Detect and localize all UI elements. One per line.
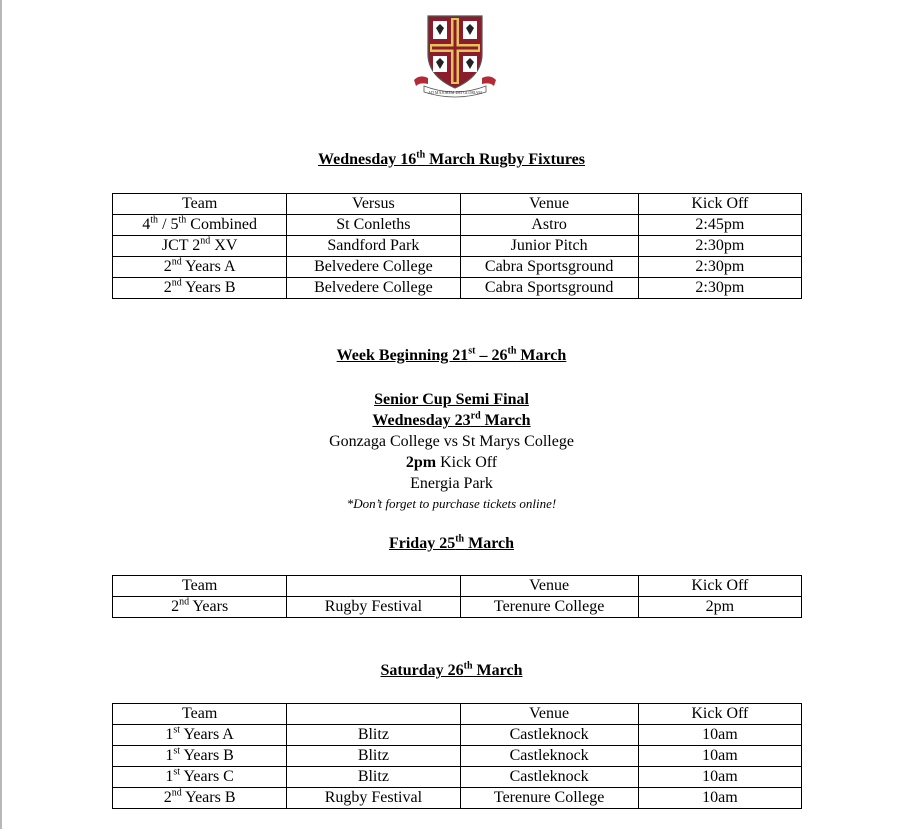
saturday-fixtures-table (112, 703, 802, 809)
team-cell: 1st Years B (113, 746, 287, 767)
table-header-row (113, 194, 802, 215)
header-blank (287, 704, 460, 725)
team-cell: 2nd Years A (113, 257, 287, 278)
team-cell: 2nd Years B (113, 278, 287, 299)
versus-cell: Rugby Festival (287, 788, 460, 809)
venue-cell: Astro (460, 215, 638, 236)
team-cell: 2nd Years (113, 597, 287, 618)
kickoff-cell: 10am (638, 788, 801, 809)
table-row (113, 788, 802, 809)
table-row (113, 725, 802, 746)
header-team: Team (113, 194, 287, 215)
header-kickoff: Kick Off (638, 576, 801, 597)
kickoff-cell: 10am (638, 767, 801, 788)
table-row (113, 257, 802, 278)
kickoff-cell: 2:30pm (638, 278, 801, 299)
semi-final-venue: Energia Park (410, 475, 493, 492)
tickets-note: *Don’t forget to purchase tickets online! (346, 496, 557, 511)
team-cell: 2nd Years B (113, 788, 287, 809)
table-header-row (113, 576, 802, 597)
semi-final-kickoff: 2pm Kick Off (405, 454, 498, 471)
venue-cell: Terenure College (460, 597, 638, 618)
venue-cell: Terenure College (460, 788, 638, 809)
versus-cell: Belvedere College (287, 278, 460, 299)
header-kickoff: Kick Off (638, 704, 801, 725)
versus-cell: Blitz (287, 725, 460, 746)
header-venue: Venue (460, 704, 638, 725)
venue-cell: Cabra Sportsground (460, 257, 638, 278)
week-beginning-heading: Week Beginning 21st – 26th March (336, 345, 567, 364)
table-row (113, 215, 802, 236)
saturday-26-heading: Saturday 26th March (380, 660, 523, 679)
table-row (113, 236, 802, 257)
header-team: Team (113, 576, 287, 597)
team-cell: 4th / 5th Combined (113, 215, 287, 236)
versus-cell: Rugby Festival (287, 597, 460, 618)
header-blank (287, 576, 460, 597)
versus-cell: St Conleths (287, 215, 460, 236)
friday-fixtures-table (112, 575, 802, 618)
table-row (113, 278, 802, 299)
senior-cup-title: Senior Cup Semi Final (374, 391, 529, 408)
semi-final-date: Wednesday 23rd March (372, 410, 531, 429)
venue-cell: Castleknock (460, 767, 638, 788)
venue-cell: Castleknock (460, 725, 638, 746)
team-cell: 1st Years C (113, 767, 287, 788)
kickoff-cell: 10am (638, 725, 801, 746)
crest-motto: AD MAJOREM DEI GLORIAM (428, 90, 482, 95)
kickoff-cell: 2:30pm (638, 236, 801, 257)
venue-cell: Cabra Sportsground (460, 278, 638, 299)
friday-25-heading: Friday 25th March (388, 533, 515, 552)
kickoff-cell: 2pm (638, 597, 801, 618)
venue-cell: Castleknock (460, 746, 638, 767)
table-row (113, 746, 802, 767)
wednesday-16-heading: Wednesday 16th March Rugby Fixtures (317, 149, 585, 168)
venue-cell: Junior Pitch (460, 236, 638, 257)
wednesday-fixtures-table (112, 193, 802, 299)
kickoff-cell: 10am (638, 746, 801, 767)
versus-cell: Belvedere College (287, 257, 460, 278)
table-header-row (113, 704, 802, 725)
header-kickoff: Kick Off (638, 194, 801, 215)
table-row (113, 597, 802, 618)
kickoff-cell: 2:30pm (638, 257, 801, 278)
header-team: Team (113, 704, 287, 725)
kickoff-cell: 2:45pm (638, 215, 801, 236)
school-crest-logo (410, 10, 500, 100)
versus-cell: Sandford Park (287, 236, 460, 257)
versus-cell: Blitz (287, 767, 460, 788)
header-versus: Versus (287, 194, 460, 215)
header-venue: Venue (460, 576, 638, 597)
team-cell: 1st Years A (113, 725, 287, 746)
header-venue: Venue (460, 194, 638, 215)
team-cell: JCT 2nd XV (113, 236, 287, 257)
versus-cell: Blitz (287, 746, 460, 767)
table-row (113, 767, 802, 788)
semi-final-match: Gonzaga College vs St Marys College (329, 433, 574, 450)
